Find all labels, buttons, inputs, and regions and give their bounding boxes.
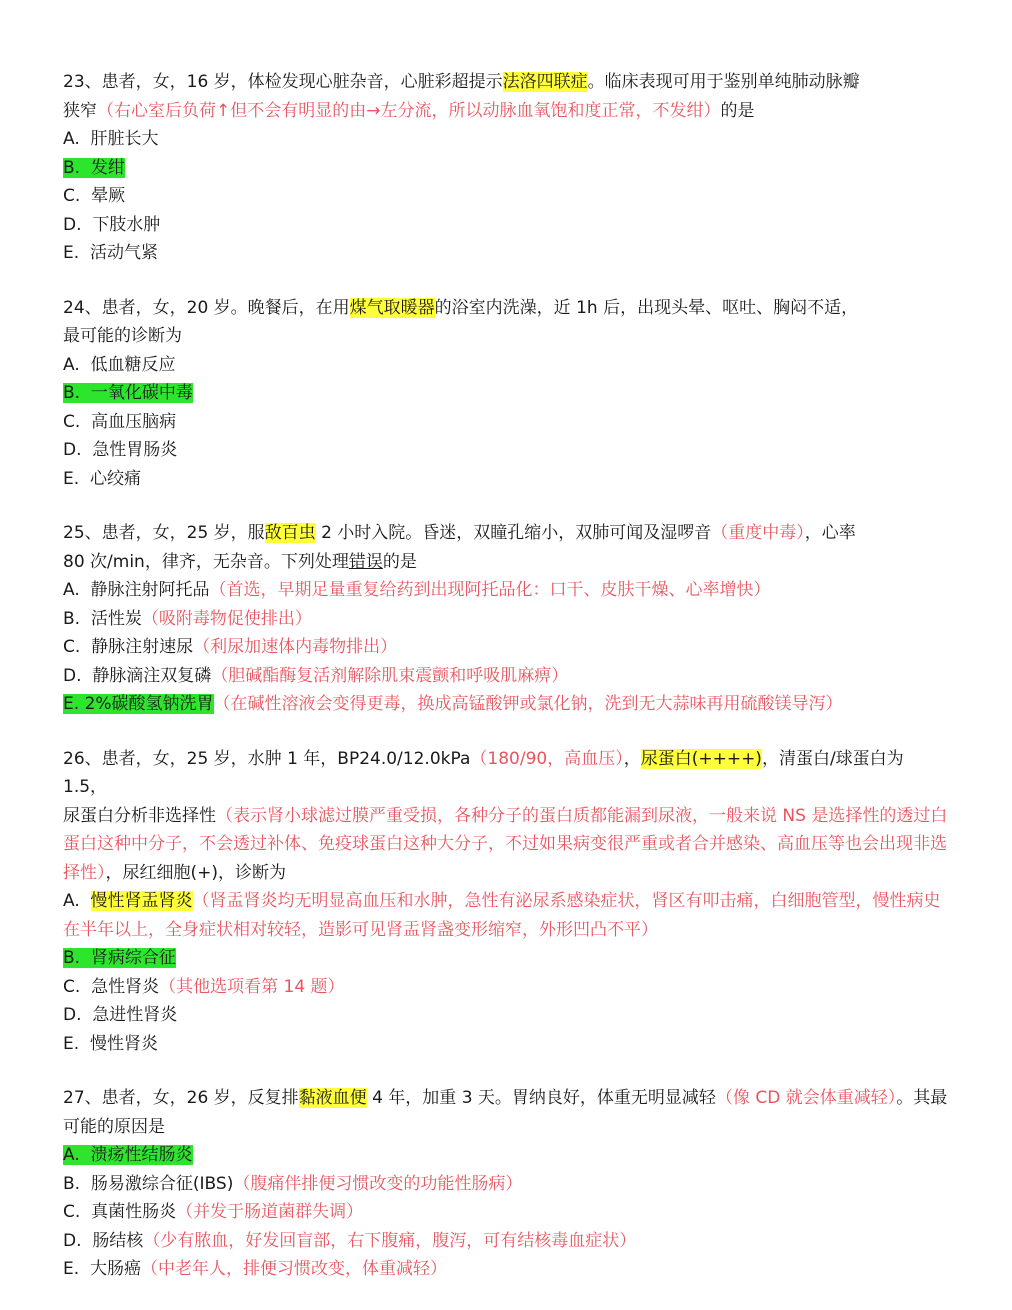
correct-answer-highlight: [63, 694, 214, 714]
option-d: [63, 662, 948, 691]
stem-text: 24、患者，女，20 岁。晚餐后，在用: [63, 297, 350, 318]
correct-answer-highlight: [63, 1145, 193, 1165]
option-text: 心绞痛: [89, 468, 141, 489]
question-stem: [63, 97, 948, 126]
option-e-correct: [63, 690, 948, 719]
stem-text: ，心率: [804, 523, 856, 543]
question-stem: [63, 294, 948, 323]
stem-text: 23、患者，女，16 岁，体检发现心脏杂音，心脏彩超提示: [63, 72, 503, 92]
option-text: 真菌性肠炎: [91, 1202, 177, 1222]
option-d: [63, 1227, 948, 1256]
annotation-note: （在碱性溶液会变得更毒，换成高锰酸钾或氯化钠，洗到无大蒜味再用硫酸镁导泻）: [213, 694, 843, 714]
stem-text: 的是: [720, 100, 755, 121]
option-text: 低血糖反应: [90, 354, 176, 375]
option-a-correct: [63, 1141, 948, 1170]
option-b: [63, 605, 948, 634]
stem-text: 狭窄: [63, 100, 97, 121]
option-d: [63, 211, 948, 240]
option-text: 肠易激综合征(IBS): [90, 1173, 234, 1194]
question-stem: [63, 68, 948, 97]
question-page: [63, 68, 948, 1310]
option-c: [63, 633, 948, 662]
option-label: A.: [63, 129, 80, 149]
option-label: A.: [63, 1145, 80, 1165]
correct-answer-highlight: [63, 948, 176, 968]
stem-text: 最可能的诊断为: [63, 326, 182, 346]
option-e: [63, 239, 948, 268]
option-label: E.: [63, 1259, 80, 1279]
option-label: C.: [63, 976, 81, 997]
stem-text: 26、患者，女，25 岁，水肿 1 年，BP24.0/12.0kPa: [63, 748, 471, 769]
option-label: C.: [63, 186, 81, 206]
question-23: [63, 68, 948, 268]
option-d: [63, 436, 948, 465]
question-27: [63, 1084, 948, 1284]
question-stem: [63, 745, 948, 888]
stem-text: 的浴室内洗澡，近 1h 后，出现头晕、呕吐、胸闷不适，: [434, 297, 859, 318]
stem-text: 的是: [382, 551, 417, 572]
annotation-note: （180/90，高血压）: [470, 748, 624, 769]
option-text: 高血压脑病: [91, 411, 177, 432]
question-26: [63, 745, 948, 1059]
stem-text: 。其最可能的原因是: [63, 1088, 948, 1137]
option-text: 肝脏长大: [90, 129, 159, 149]
stem-text: ，尿红细胞(+)，诊断为: [105, 862, 287, 883]
option-label: D.: [63, 1230, 82, 1251]
option-e: [63, 465, 948, 494]
stem-text: 4 年，加重 3 天。胃纳良好，体重无明显减轻: [366, 1088, 716, 1108]
option-e: [63, 1255, 948, 1284]
option-c: [63, 408, 948, 437]
option-label: C.: [63, 1202, 81, 1222]
highlighted-term: 慢性肾盂肾炎: [90, 891, 193, 911]
annotation-note: （其他选项看第 14 题）: [159, 976, 345, 997]
option-e: [63, 1030, 948, 1059]
stem-text: ，清蛋白/球蛋白为 1.5，: [63, 748, 904, 797]
annotation-note: （右心室后负荷↑但不会有明显的由→左分流，所以动脉血氧饱和度正常，不发绀）: [97, 100, 721, 121]
highlighted-term: 敌百虫: [264, 523, 316, 543]
option-label: E.: [63, 694, 80, 714]
correct-answer-highlight: [63, 158, 125, 178]
option-label: A.: [63, 891, 80, 911]
annotation-note: （重度中毒）: [711, 523, 805, 543]
stem-text: ，: [623, 748, 641, 769]
annotation-note: （胆碱酯酶复活剂解除肌束震颤和呼吸肌麻痹）: [211, 665, 569, 686]
annotation-note: （腹痛伴排便习惯改变的功能性肠病）: [233, 1173, 523, 1194]
option-b: [63, 1170, 948, 1199]
option-text: 急性胃肠炎: [92, 440, 178, 460]
option-text: 活性炭: [90, 608, 142, 629]
option-label: C.: [63, 411, 81, 432]
highlighted-term: 煤气取暖器: [349, 297, 435, 318]
option-d: [63, 1001, 948, 1030]
option-text: 晕厥: [91, 186, 126, 206]
highlighted-term: 尿蛋白(++++): [640, 748, 762, 769]
option-label: E.: [63, 468, 80, 489]
option-label: E.: [63, 1033, 80, 1054]
stem-text: 27、患者，女，26 岁，反复排: [63, 1088, 299, 1108]
question-stem: [63, 519, 948, 548]
option-text: 一氧化碳中毒: [90, 383, 193, 403]
option-b-correct: [63, 154, 948, 183]
option-label: B.: [63, 608, 81, 629]
question-stem: [63, 322, 948, 351]
option-a: [63, 887, 948, 944]
annotation-note: （并发于肠道菌群失调）: [176, 1202, 364, 1222]
option-label: C.: [63, 637, 81, 657]
annotation-note: （首选，早期足量重复给药到出现阿托品化：口干、皮肤干燥、心率增快）: [209, 580, 771, 600]
option-text: 静脉注射阿托品: [90, 580, 210, 600]
option-b-correct: [63, 379, 948, 408]
stem-text: 2 小时入院。昏迷，双瞳孔缩小，双肺可闻及湿啰音: [315, 523, 712, 543]
annotation-note: （少有脓血，好发回盲部，右下腹痛，腹泻，可有结核毒血症状）: [143, 1230, 637, 1251]
option-label: B.: [63, 1173, 81, 1194]
question-stem: [63, 1084, 948, 1141]
option-text: 慢性肾炎: [89, 1033, 158, 1054]
option-label: D.: [63, 665, 82, 686]
option-text: 发绀: [90, 157, 125, 178]
option-text: 下肢水肿: [92, 214, 161, 235]
option-text: 急进性肾炎: [92, 1005, 178, 1025]
option-c: [63, 1198, 948, 1227]
option-text: 静脉滴注双复磷: [92, 665, 212, 686]
option-text: 活动气紧: [89, 243, 158, 263]
highlighted-term: 法洛四联症: [502, 72, 588, 92]
option-label: B.: [63, 383, 81, 403]
annotation-note: （像 CD 就会体重减轻）: [715, 1088, 897, 1108]
stem-text: 尿蛋白分析非选择性: [63, 805, 216, 826]
option-label: E.: [63, 243, 80, 263]
stem-text: 25、患者，女，25 岁，服: [63, 523, 265, 543]
correct-answer-highlight: [63, 383, 193, 403]
stem-text: 。临床表现可用于鉴别单纯肺动脉瓣: [587, 72, 860, 92]
annotation-note: （利尿加速体内毒物排出）: [193, 637, 398, 657]
option-a: [63, 351, 948, 380]
option-c: [63, 182, 948, 211]
option-c: [63, 973, 948, 1002]
annotation-note: （肾盂肾炎均无明显高血压和水肿，急性有泌尿系感染症状，肾区有叩击痛，白细胞管型，慢性病史在半年以上，全身症状相对较轻，造影可见肾盂肾盏变形缩窄，外形凹凸不平）: [63, 891, 941, 940]
question-24: [63, 294, 948, 494]
option-label: B.: [63, 157, 81, 178]
option-label: A.: [63, 580, 80, 600]
question-stem: [63, 548, 948, 577]
option-a: [63, 576, 948, 605]
underlined-term: 错误: [348, 551, 383, 572]
option-label: D.: [63, 1005, 82, 1025]
annotation-note: （中老年人，排便习惯改变，体重减轻）: [140, 1259, 447, 1279]
option-label: B.: [63, 948, 81, 968]
option-a: [63, 125, 948, 154]
annotation-note: （表示肾小球滤过膜严重受损，各种分子的蛋白质都能漏到尿液，一般来说 NS 是选择性的透过白蛋白这种中分子，不会透过补体、免疫球蛋白这种大分子，不过如果病变很严重或者合并感染、高血压等也会出现非选择性）: [63, 805, 948, 883]
annotation-note: （吸附毒物促使排出）: [141, 608, 312, 629]
option-text: 肾病综合征: [90, 948, 176, 968]
option-text: 静脉注射速尿: [91, 637, 194, 657]
option-text: 溃疡性结肠炎: [90, 1145, 193, 1165]
option-label: D.: [63, 214, 82, 235]
option-label: A.: [63, 354, 80, 375]
option-text: 大肠癌: [89, 1259, 141, 1279]
option-b-correct: [63, 944, 948, 973]
highlighted-term: 黏液血便: [298, 1088, 367, 1108]
question-25: [63, 519, 948, 719]
option-text: 肠结核: [92, 1230, 144, 1251]
option-label: D.: [63, 440, 82, 460]
stem-text: 80 次/min，律齐，无杂音。下列处理: [63, 551, 349, 572]
option-text: 急性肾炎: [91, 976, 160, 997]
option-text: 2%碳酸氢钠洗胃: [84, 694, 214, 714]
